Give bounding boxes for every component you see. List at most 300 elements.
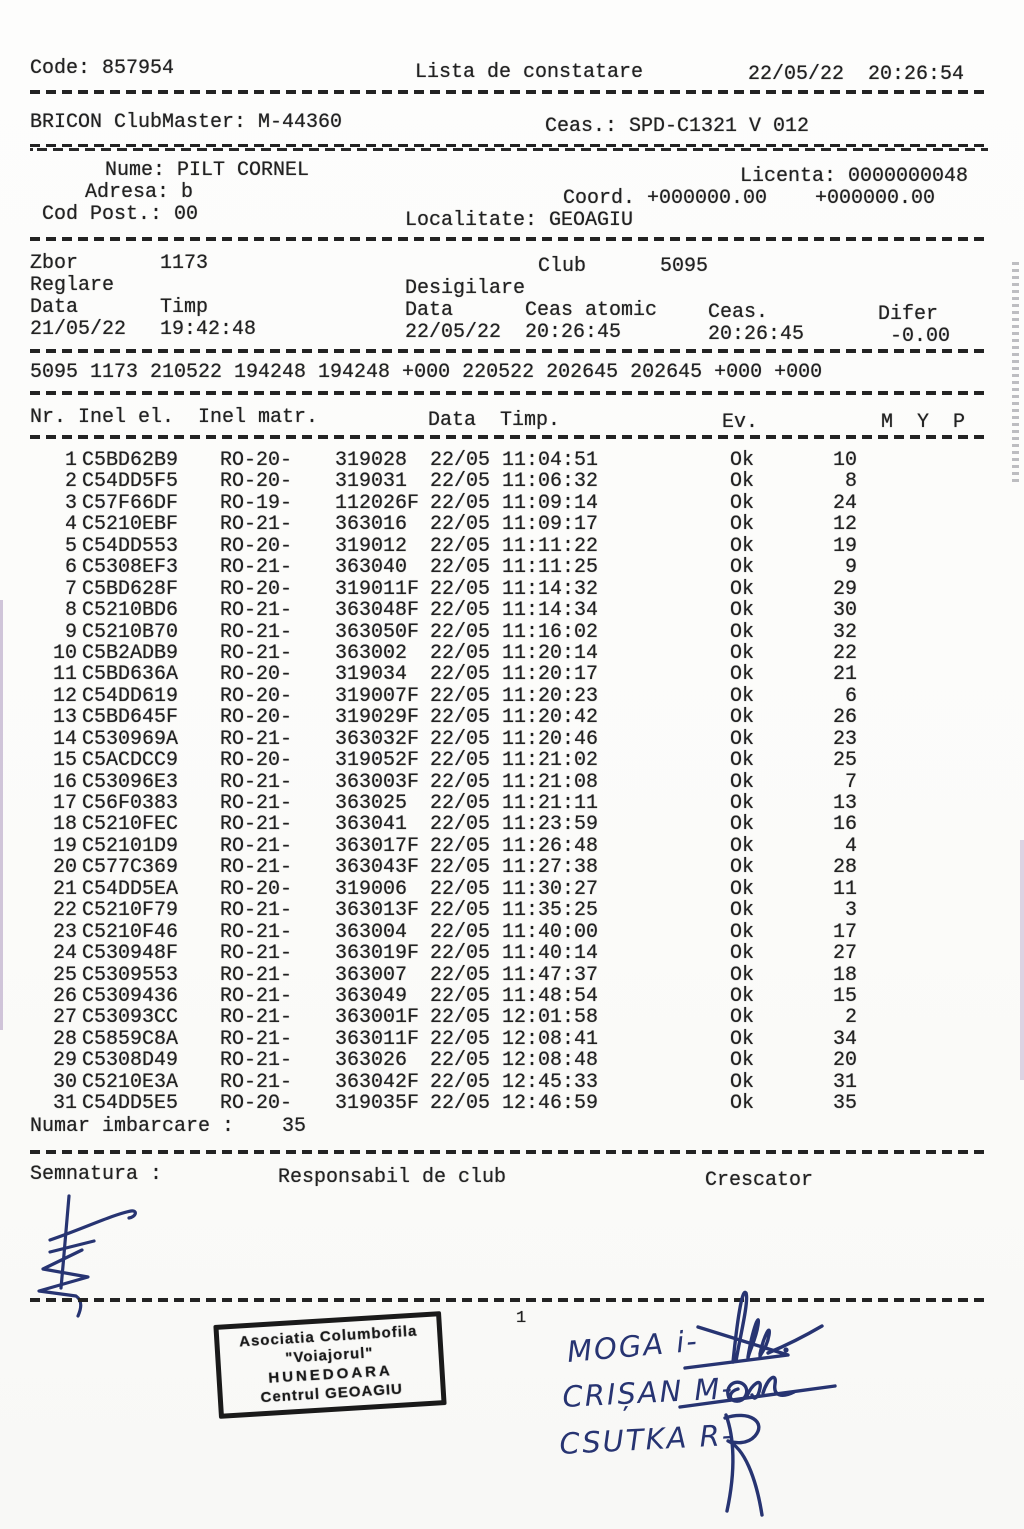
row-ring-prefix: RO-21- — [220, 920, 293, 944]
row-nr: 1 — [64, 449, 77, 472]
row-nr: 7 — [64, 577, 77, 601]
table-header-rings: Nr. Inel el. Inel matr. — [30, 406, 319, 429]
row-ring-prefix: RO-21- — [220, 942, 293, 966]
table-row — [30, 1007, 960, 1028]
row-ring-el: C530948F — [82, 942, 179, 966]
row-event-status: Ok — [730, 684, 755, 708]
owner-postcode: Cod Post.: 00 — [42, 203, 199, 226]
row-ring-prefix: RO-21- — [220, 1070, 293, 1094]
row-ring-el: C53096E3 — [82, 770, 179, 794]
separator — [30, 349, 988, 353]
row-time: 12:01:58 — [502, 1006, 599, 1030]
row-basket-order: 35 — [832, 1092, 857, 1116]
row-ring-el: C5BD636A — [82, 663, 179, 687]
table-row — [30, 922, 960, 943]
row-date: 22/05 — [430, 877, 491, 901]
row-ring-prefix: RO-21- — [220, 792, 293, 815]
row-event-status: Ok — [730, 620, 755, 644]
row-event-status: Ok — [730, 599, 755, 623]
table-row — [30, 471, 960, 492]
row-nr: 12 — [52, 684, 77, 708]
table-row — [30, 836, 960, 857]
row-time: 11:20:42 — [502, 706, 599, 730]
device-id: BRICON ClubMaster: M-44360 — [30, 111, 343, 134]
row-basket-order: 25 — [832, 749, 857, 773]
row-ring-prefix: RO-20- — [220, 877, 293, 901]
row-nr: 8 — [64, 599, 77, 623]
row-event-status: Ok — [730, 792, 755, 815]
handwritten-name-moga: MOGA i- — [565, 1323, 701, 1369]
row-nr: 15 — [52, 749, 77, 773]
stamp-city: HUNEDOARA — [267, 1362, 394, 1387]
row-date: 22/05 — [430, 1049, 491, 1073]
row-date: 22/05 — [430, 599, 491, 623]
row-event-status: Ok — [730, 706, 755, 730]
row-ring-prefix: RO-21- — [220, 899, 293, 923]
row-ring-el: C54DD5F5 — [82, 470, 179, 494]
row-nr: 29 — [52, 1049, 77, 1073]
set-time-value: 19:42:48 — [160, 318, 257, 341]
row-ring-prefix: RO-21- — [220, 834, 293, 858]
row-time: 12:08:41 — [502, 1027, 599, 1051]
committee-signatures — [530, 1265, 950, 1529]
row-basket-order: 19 — [832, 534, 857, 558]
row-ring-prefix: RO-20- — [220, 577, 293, 601]
row-ring-el: C5210E3A — [82, 1070, 179, 1094]
row-time: 11:40:14 — [502, 942, 599, 966]
separator — [30, 1150, 988, 1154]
row-basket-order: 18 — [832, 963, 857, 987]
row-ring-number: 319029F — [335, 706, 420, 730]
row-ring-el: C577C369 — [82, 856, 179, 880]
row-basket-order: 6 — [844, 684, 857, 708]
row-ring-el: C5210BD6 — [82, 599, 179, 623]
set-time-label: Timp — [160, 296, 209, 319]
row-event-status: Ok — [730, 813, 755, 837]
print-datetime: 22/05/22 20:26:54 — [748, 63, 965, 86]
row-event-status: Ok — [730, 1027, 755, 1051]
row-date: 22/05 — [430, 920, 491, 944]
handwritten-name-crisan: CRIȘAN M- — [561, 1371, 735, 1414]
row-basket-order: 28 — [832, 856, 857, 880]
scan-edge-artifact-left — [0, 600, 3, 1030]
row-basket-order: 10 — [832, 449, 857, 472]
row-event-status: Ok — [730, 641, 755, 665]
row-ring-el: C56F0383 — [82, 792, 179, 815]
row-time: 11:30:27 — [502, 877, 599, 901]
row-time: 11:21:08 — [502, 770, 599, 794]
row-nr: 23 — [52, 920, 77, 944]
row-ring-el: C54DD553 — [82, 534, 179, 558]
row-ring-number: 363017F — [335, 834, 420, 858]
row-date: 22/05 — [430, 749, 491, 773]
row-event-status: Ok — [730, 727, 755, 751]
row-ring-number: 363049 — [335, 984, 408, 1008]
row-time: 12:45:33 — [502, 1070, 599, 1094]
table-row — [30, 707, 960, 728]
row-ring-el: C5210B70 — [82, 620, 179, 644]
stamp-center: Centrul GEOAGIU — [260, 1380, 404, 1407]
table-row — [30, 900, 960, 921]
row-nr: 11 — [52, 663, 77, 687]
row-basket-order: 30 — [832, 599, 857, 623]
row-time: 11:48:54 — [502, 984, 599, 1008]
row-nr: 14 — [52, 727, 77, 751]
row-ring-number: 319012 — [335, 534, 408, 558]
clock-model: Ceas.: SPD-C1321 V 012 — [545, 115, 810, 138]
boarding-count-line: Numar imbarcare : 35 — [30, 1115, 307, 1138]
row-event-status: Ok — [730, 834, 755, 858]
row-ring-el: C5309436 — [82, 984, 179, 1008]
row-basket-order: 24 — [832, 491, 857, 515]
row-event-status: Ok — [730, 856, 755, 880]
row-event-status: Ok — [730, 556, 755, 580]
row-date: 22/05 — [430, 513, 491, 537]
row-ring-prefix: RO-20- — [220, 534, 293, 558]
scan-edge-artifact-right — [1020, 840, 1024, 1080]
atomic-clock-value: 20:26:45 — [525, 321, 622, 344]
row-ring-prefix: RO-20- — [220, 684, 293, 708]
table-row — [30, 686, 960, 707]
row-ring-prefix: RO-21- — [220, 556, 293, 580]
row-nr: 13 — [52, 706, 77, 730]
row-ring-number: 319031 — [335, 470, 408, 494]
row-nr: 22 — [52, 899, 77, 923]
row-date: 22/05 — [430, 1070, 491, 1094]
row-ring-prefix: RO-21- — [220, 813, 293, 837]
row-time: 11:23:59 — [502, 813, 599, 837]
row-time: 11:09:17 — [502, 513, 599, 537]
row-ring-prefix: RO-21- — [220, 727, 293, 751]
owner-name: Nume: PILT CORNEL — [105, 159, 310, 182]
row-ring-el: C5859C8A — [82, 1027, 179, 1051]
row-ring-prefix: RO-21- — [220, 770, 293, 794]
row-ring-el: C53093CC — [82, 1006, 179, 1030]
set-date-label: Data — [30, 296, 79, 319]
row-ring-number: 319034 — [335, 663, 408, 687]
separator — [30, 90, 988, 94]
row-ring-el: C5210F46 — [82, 920, 179, 944]
row-ring-number: 363002 — [335, 641, 408, 665]
row-event-status: Ok — [730, 877, 755, 901]
row-date: 22/05 — [430, 942, 491, 966]
row-ring-number: 363004 — [335, 920, 408, 944]
row-nr: 2 — [64, 470, 77, 494]
row-ring-prefix: RO-21- — [220, 1027, 293, 1051]
unseal-date-label: Data — [405, 299, 454, 322]
signature-flourish-moga — [733, 1292, 747, 1362]
table-row — [30, 622, 960, 643]
row-ring-el: C5BD645F — [82, 706, 179, 730]
unseal-date-value: 22/05/22 — [405, 321, 502, 344]
row-ring-prefix: RO-21- — [220, 963, 293, 987]
table-header-myp: M Y P — [881, 411, 966, 434]
row-nr: 25 — [52, 963, 77, 987]
row-date: 22/05 — [430, 684, 491, 708]
table-rows — [30, 450, 960, 1115]
row-ring-prefix: RO-21- — [220, 641, 293, 665]
row-date: 22/05 — [430, 727, 491, 751]
row-ring-number: 363041 — [335, 813, 408, 837]
row-ring-el: C5BD62B9 — [82, 449, 179, 472]
row-nr: 20 — [52, 856, 77, 880]
row-basket-order: 3 — [844, 899, 857, 923]
row-event-status: Ok — [730, 1049, 755, 1073]
row-ring-el: C5210F79 — [82, 899, 179, 923]
row-date: 22/05 — [430, 556, 491, 580]
row-event-status: Ok — [730, 1006, 755, 1030]
row-nr: 4 — [64, 513, 77, 537]
row-ring-el: C54DD5EA — [82, 877, 179, 901]
row-ring-el: C57F66DF — [82, 491, 179, 515]
table-row — [30, 1072, 960, 1093]
row-ring-prefix: RO-21- — [220, 984, 293, 1008]
row-event-status: Ok — [730, 513, 755, 537]
row-ring-el: C5308EF3 — [82, 556, 179, 580]
row-ring-el: C5BD628F — [82, 577, 179, 601]
table-row — [30, 1029, 960, 1050]
row-event-status: Ok — [730, 1092, 755, 1116]
row-ring-number: 363025 — [335, 792, 408, 815]
row-ring-el: C54DD5E5 — [82, 1092, 179, 1116]
row-date: 22/05 — [430, 641, 491, 665]
row-ring-el: C5B2ADB9 — [82, 641, 179, 665]
row-ring-el: C530969A — [82, 727, 179, 751]
atomic-clock-label: Ceas atomic — [525, 299, 658, 322]
row-basket-order: 9 — [844, 556, 857, 580]
row-date: 22/05 — [430, 534, 491, 558]
row-basket-order: 21 — [832, 663, 857, 687]
row-time: 11:11:25 — [502, 556, 599, 580]
row-nr: 16 — [52, 770, 77, 794]
row-ring-prefix: RO-20- — [220, 1092, 293, 1116]
row-date: 22/05 — [430, 491, 491, 515]
table-row — [30, 600, 960, 621]
row-time: 11:35:25 — [502, 899, 599, 923]
club-stamp — [213, 1311, 446, 1419]
owner-coords: Coord. +000000.00 +000000.00 — [563, 187, 936, 210]
row-nr: 27 — [52, 1006, 77, 1030]
owner-locality: Localitate: GEOAGIU — [405, 209, 634, 232]
row-ring-prefix: RO-20- — [220, 749, 293, 773]
row-time: 11:20:17 — [502, 663, 599, 687]
row-basket-order: 34 — [832, 1027, 857, 1051]
row-ring-el: C5210EBF — [82, 513, 179, 537]
clock-value: 20:26:45 — [708, 323, 805, 346]
row-time: 11:40:00 — [502, 920, 599, 944]
row-basket-order: 12 — [832, 513, 857, 537]
row-date: 22/05 — [430, 813, 491, 837]
club-responsible-label: Responsabil de club — [278, 1166, 507, 1189]
row-ring-number: 363011F — [335, 1027, 420, 1051]
row-time: 11:06:32 — [502, 470, 599, 494]
clock-label: Ceas. — [708, 301, 769, 324]
row-date: 22/05 — [430, 770, 491, 794]
row-nr: 24 — [52, 942, 77, 966]
row-basket-order: 17 — [832, 920, 857, 944]
row-ring-prefix: RO-21- — [220, 1006, 293, 1030]
row-ring-number: 319028 — [335, 449, 408, 472]
row-ring-number: 319052F — [335, 749, 420, 773]
row-basket-order: 7 — [844, 770, 857, 794]
stamp-club-name: "Voiajorul" — [284, 1344, 374, 1367]
row-date: 22/05 — [430, 577, 491, 601]
row-basket-order: 4 — [844, 834, 857, 858]
row-nr: 26 — [52, 984, 77, 1008]
control-line: 5095 1173 210522 194248 194248 +000 220522 202645 202645 +000 +000 — [30, 361, 823, 384]
row-date: 22/05 — [430, 963, 491, 987]
row-date: 22/05 — [430, 834, 491, 858]
separator — [30, 435, 988, 439]
row-ring-el: C5ACDCC9 — [82, 749, 179, 773]
row-date: 22/05 — [430, 856, 491, 880]
row-nr: 6 — [64, 556, 77, 580]
row-time: 11:14:34 — [502, 599, 599, 623]
table-row — [30, 493, 960, 514]
row-ring-el: C52101D9 — [82, 834, 179, 858]
row-event-status: Ok — [730, 1070, 755, 1094]
row-ring-prefix: RO-20- — [220, 470, 293, 494]
table-row — [30, 729, 960, 750]
row-nr: 5 — [64, 534, 77, 558]
set-label: Reglare — [30, 274, 115, 297]
table-row — [30, 986, 960, 1007]
row-ring-number: 363013F — [335, 899, 420, 923]
breeder-label: Crescator — [705, 1169, 814, 1192]
row-event-status: Ok — [730, 920, 755, 944]
table-row — [30, 557, 960, 578]
row-event-status: Ok — [730, 749, 755, 773]
race-number: 1173 — [160, 252, 209, 275]
table-row — [30, 536, 960, 557]
row-ring-number: 363032F — [335, 727, 420, 751]
row-ring-prefix: RO-21- — [220, 1049, 293, 1073]
unseal-label: Desigilare — [405, 277, 526, 300]
row-ring-prefix: RO-21- — [220, 620, 293, 644]
table-row — [30, 643, 960, 664]
row-time: 11:04:51 — [502, 449, 599, 472]
row-time: 11:09:14 — [502, 491, 599, 515]
row-event-status: Ok — [730, 770, 755, 794]
row-time: 11:26:48 — [502, 834, 599, 858]
row-ring-prefix: RO-20- — [220, 449, 293, 472]
code-value: Code: 857954 — [30, 57, 175, 80]
row-ring-number: 319035F — [335, 1092, 420, 1116]
row-basket-order: 23 — [832, 727, 857, 751]
row-ring-el: C54DD619 — [82, 684, 179, 708]
row-date: 22/05 — [430, 663, 491, 687]
row-time: 11:20:23 — [502, 684, 599, 708]
table-header-date: Data — [428, 409, 477, 432]
row-ring-number: 319011F — [335, 577, 420, 601]
row-event-status: Ok — [730, 449, 755, 472]
row-ring-prefix: RO-21- — [220, 599, 293, 623]
row-basket-order: 32 — [832, 620, 857, 644]
row-basket-order: 31 — [832, 1070, 857, 1094]
row-basket-order: 2 — [844, 1006, 857, 1030]
row-time: 12:08:48 — [502, 1049, 599, 1073]
signature-label: Semnatura : — [30, 1163, 163, 1186]
row-ring-number: 319006 — [335, 877, 408, 901]
row-ring-number: 363050F — [335, 620, 420, 644]
row-time: 11:21:11 — [502, 792, 599, 815]
row-ring-number: 363007 — [335, 963, 408, 987]
row-nr: 30 — [52, 1070, 77, 1094]
difference-value: -0.00 — [890, 325, 951, 348]
row-time: 12:46:59 — [502, 1092, 599, 1116]
row-ring-el: C5309553 — [82, 963, 179, 987]
table-row — [30, 857, 960, 878]
row-date: 22/05 — [430, 792, 491, 815]
owner-licence: Licenta: 0000000048 — [740, 165, 969, 188]
row-date: 22/05 — [430, 1092, 491, 1116]
row-event-status: Ok — [730, 899, 755, 923]
row-time: 11:20:14 — [502, 641, 599, 665]
row-ring-number: 363001F — [335, 1006, 420, 1030]
row-ring-prefix: RO-21- — [220, 856, 293, 880]
row-nr: 9 — [64, 620, 77, 644]
club-label: Club — [538, 255, 587, 278]
row-ring-number: 363019F — [335, 942, 420, 966]
row-date: 22/05 — [430, 984, 491, 1008]
row-ring-prefix: RO-21- — [220, 513, 293, 537]
table-row — [30, 793, 960, 814]
row-date: 22/05 — [430, 449, 491, 472]
row-date: 22/05 — [430, 899, 491, 923]
row-ring-number: 363043F — [335, 856, 420, 880]
row-nr: 3 — [64, 491, 77, 515]
row-ring-prefix: RO-20- — [220, 663, 293, 687]
row-ring-el: C5210FEC — [82, 813, 179, 837]
row-date: 22/05 — [430, 706, 491, 730]
row-basket-order: 22 — [832, 641, 857, 665]
table-row — [30, 1050, 960, 1071]
owner-address: Adresa: b — [85, 181, 194, 204]
row-ring-number: 363003F — [335, 770, 420, 794]
row-event-status: Ok — [730, 491, 755, 515]
row-time: 11:21:02 — [502, 749, 599, 773]
row-basket-order: 20 — [832, 1049, 857, 1073]
ink-dot — [783, 1347, 788, 1352]
row-nr: 19 — [52, 834, 77, 858]
row-event-status: Ok — [730, 577, 755, 601]
scan-bleed-marks — [1012, 262, 1019, 482]
row-ring-number: 363040 — [335, 556, 408, 580]
row-ring-number: 363042F — [335, 1070, 420, 1094]
row-ring-number: 363016 — [335, 513, 408, 537]
row-basket-order: 26 — [832, 706, 857, 730]
row-event-status: Ok — [730, 470, 755, 494]
club-number: 5095 — [660, 255, 709, 278]
row-ring-number: 363026 — [335, 1049, 408, 1073]
row-event-status: Ok — [730, 663, 755, 687]
row-event-status: Ok — [730, 942, 755, 966]
row-nr: 21 — [52, 877, 77, 901]
separator — [30, 237, 988, 241]
row-date: 22/05 — [430, 620, 491, 644]
set-date-value: 21/05/22 — [30, 318, 127, 341]
row-event-status: Ok — [730, 984, 755, 1008]
stamp-association-name: Asociatia Columbofila — [238, 1322, 418, 1351]
row-date: 22/05 — [430, 1027, 491, 1051]
row-basket-order: 11 — [832, 877, 857, 901]
table-row — [30, 965, 960, 986]
separator — [30, 391, 988, 395]
table-row — [30, 579, 960, 600]
row-basket-order: 27 — [832, 942, 857, 966]
page-title: Lista de constatare — [415, 61, 644, 84]
row-time: 11:11:22 — [502, 534, 599, 558]
